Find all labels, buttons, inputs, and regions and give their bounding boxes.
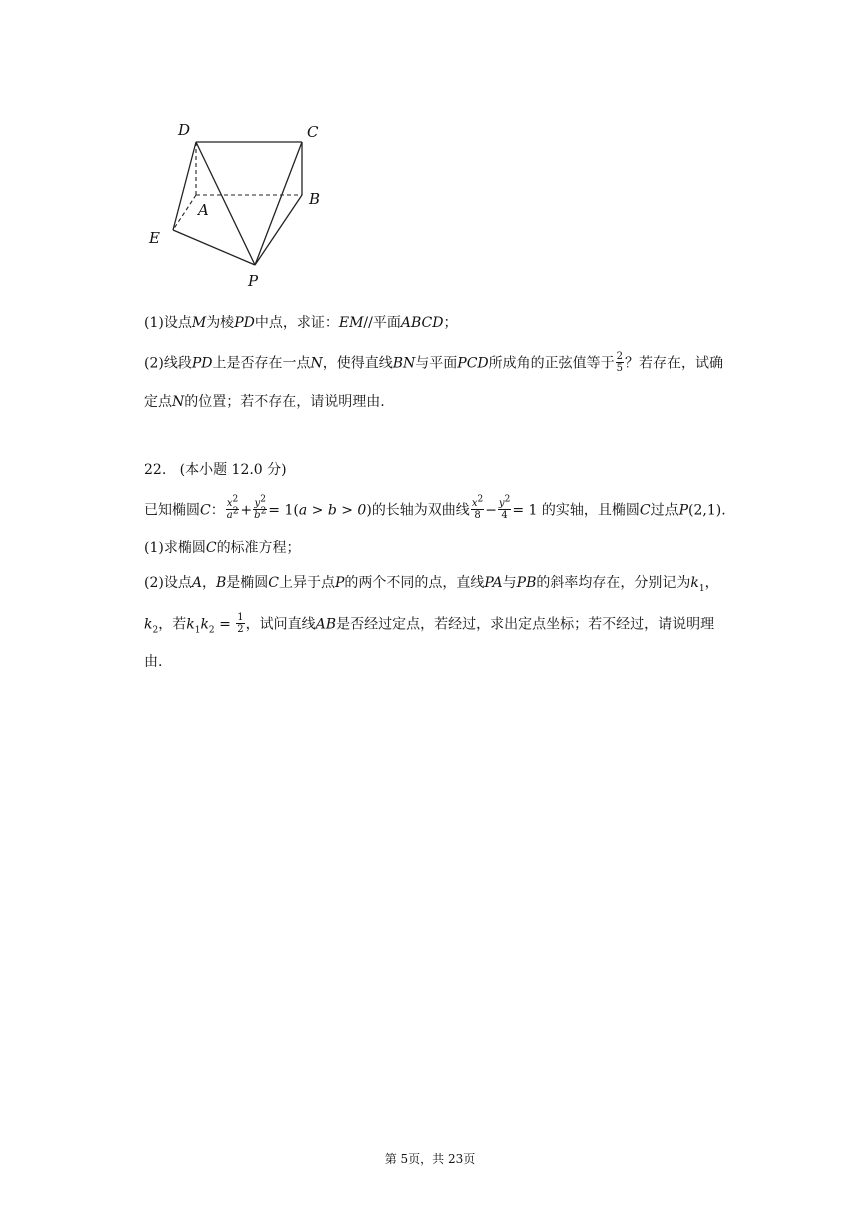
q22-part2-line2: $k_2$，若$k_1k_2$ = $\frac{1}{2}$ ，试问直线AB是否经过定点，若经过，求出定点坐标；若不经过，请说明理 bbox=[144, 612, 715, 636]
pyramid-diagram bbox=[140, 118, 340, 296]
q21-part2-line1: (2)线段PD上是否存在一点N，使得直线BN与平面PCD所成角的正弦值等于 $\frac{2}{5}$ ？若存在，试确 bbox=[144, 351, 724, 374]
edge-BP bbox=[255, 195, 302, 265]
fraction-one-half: $\frac{1}{2}$ bbox=[237, 612, 244, 635]
vertex-label-B: B bbox=[309, 190, 321, 208]
edge-DE bbox=[173, 142, 196, 230]
fraction-x2-8: $\frac{x^2}{8}$ bbox=[471, 494, 484, 521]
fraction-x2-a2: $\frac{x^2}{a^2}$ bbox=[226, 494, 239, 521]
fraction-y2-4: $\frac{y^2}{4}$ bbox=[498, 494, 511, 521]
edge-CP bbox=[255, 142, 302, 265]
vertex-label-C: C bbox=[307, 123, 319, 141]
pyramid-figure bbox=[140, 118, 340, 296]
question-number: 22. bbox=[144, 462, 167, 478]
fraction-two-fifths: $\frac{2}{5}$ bbox=[616, 351, 624, 374]
q22-stem: 已知椭圆C： $\frac{x^2}{a^2}$ + $\frac{y^2}{b^2}$ = 1(a > b > 0)的长轴为双曲线 $\frac{x^2}{8}$ − $\frac{y^2}{4}$ = 1 的实轴，且椭圆C过点P(2,1). bbox=[144, 494, 726, 521]
edge-AE bbox=[173, 195, 196, 230]
q22-header bbox=[144, 460, 754, 480]
q21-part2-line2: 定点N的位置；若不存在，请说明理由. bbox=[144, 394, 385, 410]
question-score: (本小题 12.0 分) bbox=[179, 462, 287, 478]
vertex-label-E: E bbox=[149, 229, 160, 247]
vertex-label-P: P bbox=[248, 272, 259, 290]
fraction-y2-b2: $\frac{y^2}{b^2}$ bbox=[254, 494, 267, 521]
edge-EP bbox=[173, 230, 255, 265]
page-footer: 第 5页，共 23页 bbox=[384, 1152, 476, 1166]
q22-part2-line3: 由. bbox=[144, 654, 163, 670]
vertex-label-D: D bbox=[178, 121, 191, 139]
q22-part1: (1)求椭圆C的标准方程； bbox=[144, 540, 301, 556]
q22-part2-line1: (2)设点A，B是椭圆C上异于点P的两个不同的点，直线PA与PB的斜率均存在，分别记为$k_1$， bbox=[144, 575, 719, 594]
q21-part1: (1)设点M为棱PD中点，求证：EM//平面ABCD； bbox=[144, 315, 458, 331]
vertex-label-A: A bbox=[198, 201, 209, 219]
